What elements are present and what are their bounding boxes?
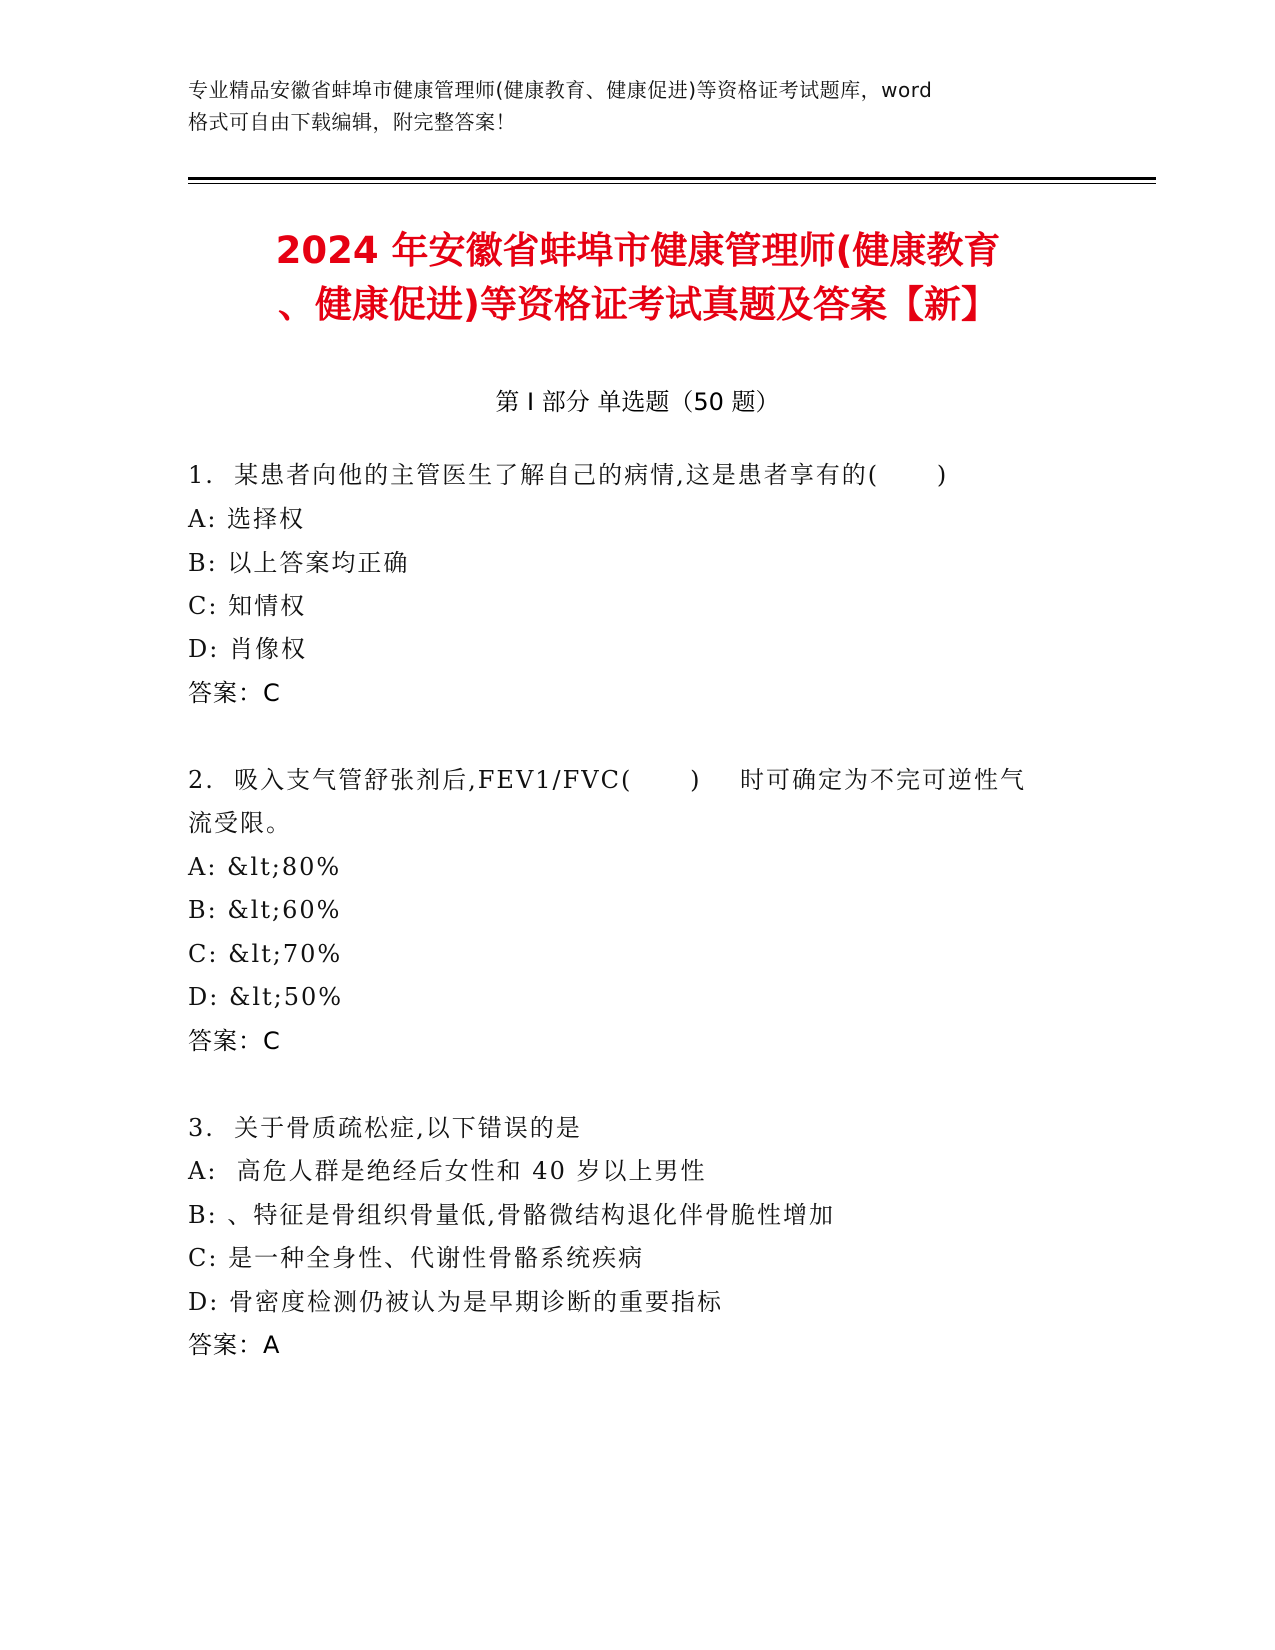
document-title [188, 224, 1088, 332]
header-divider-thick [188, 177, 1156, 180]
question-1-stem: 1. 某患者向他的主管医生了解自己的病情,这是患者享有的( ) [188, 461, 949, 489]
question-3-option-d: D: 骨密度检测仍被认为是早期诊断的重要指标 [188, 1288, 723, 1316]
question-3-option-a: A: 高危人群是绝经后女性和 40 岁以上男性 [188, 1157, 707, 1185]
question-3-stem: 3. 关于骨质疏松症,以下错误的是 [188, 1114, 582, 1142]
question-2-option-b: B: &lt;60% [188, 896, 342, 924]
question-2-option-c: C: &lt;70% [188, 940, 343, 968]
question-1-option-b: B: 以上答案均正确 [188, 549, 410, 577]
question-3-answer: 答案：A [188, 1331, 281, 1359]
question-2-answer: 答案：C [188, 1027, 281, 1055]
header-divider-thin [188, 183, 1156, 184]
question-2-stem: 2. 吸入支气管舒张剂后,FEV1/FVC( ) 时可确定为不完可逆性气 [188, 766, 1027, 794]
question-3-option-c: C: 是一种全身性、代谢性骨骼系统疾病 [188, 1244, 645, 1272]
question-2-option-a: A: &lt;80% [188, 853, 342, 881]
question-1-option-c: C: 知情权 [188, 592, 307, 620]
header-note-line: 专业精品安徽省蚌埠市健康管理师(健康教育、健康促进)等资格证考试题库，word [188, 78, 933, 102]
document-title-line: 、健康促进)等资格证考试真题及答案【新】 [278, 283, 998, 326]
document-title-line: 2024 年安徽省蚌埠市健康管理师(健康教育 [275, 229, 1001, 272]
question-1-answer: 答案：C [188, 679, 281, 707]
header-note [188, 74, 1088, 138]
question-2-option-d: D: &lt;50% [188, 983, 344, 1011]
question-3-option-b: B: 、特征是骨组织骨量低,骨骼微结构退化伴骨脆性增加 [188, 1201, 835, 1229]
section-heading: 第 I 部分 单选题（50 题） [495, 388, 780, 416]
question-1-option-d: D: 肖像权 [188, 635, 307, 663]
question-1-option-a: A: 选择权 [188, 505, 306, 533]
question-2-stem-continued: 流受限。 [188, 809, 292, 837]
header-note-line: 格式可自由下载编辑，附完整答案！ [188, 110, 516, 134]
